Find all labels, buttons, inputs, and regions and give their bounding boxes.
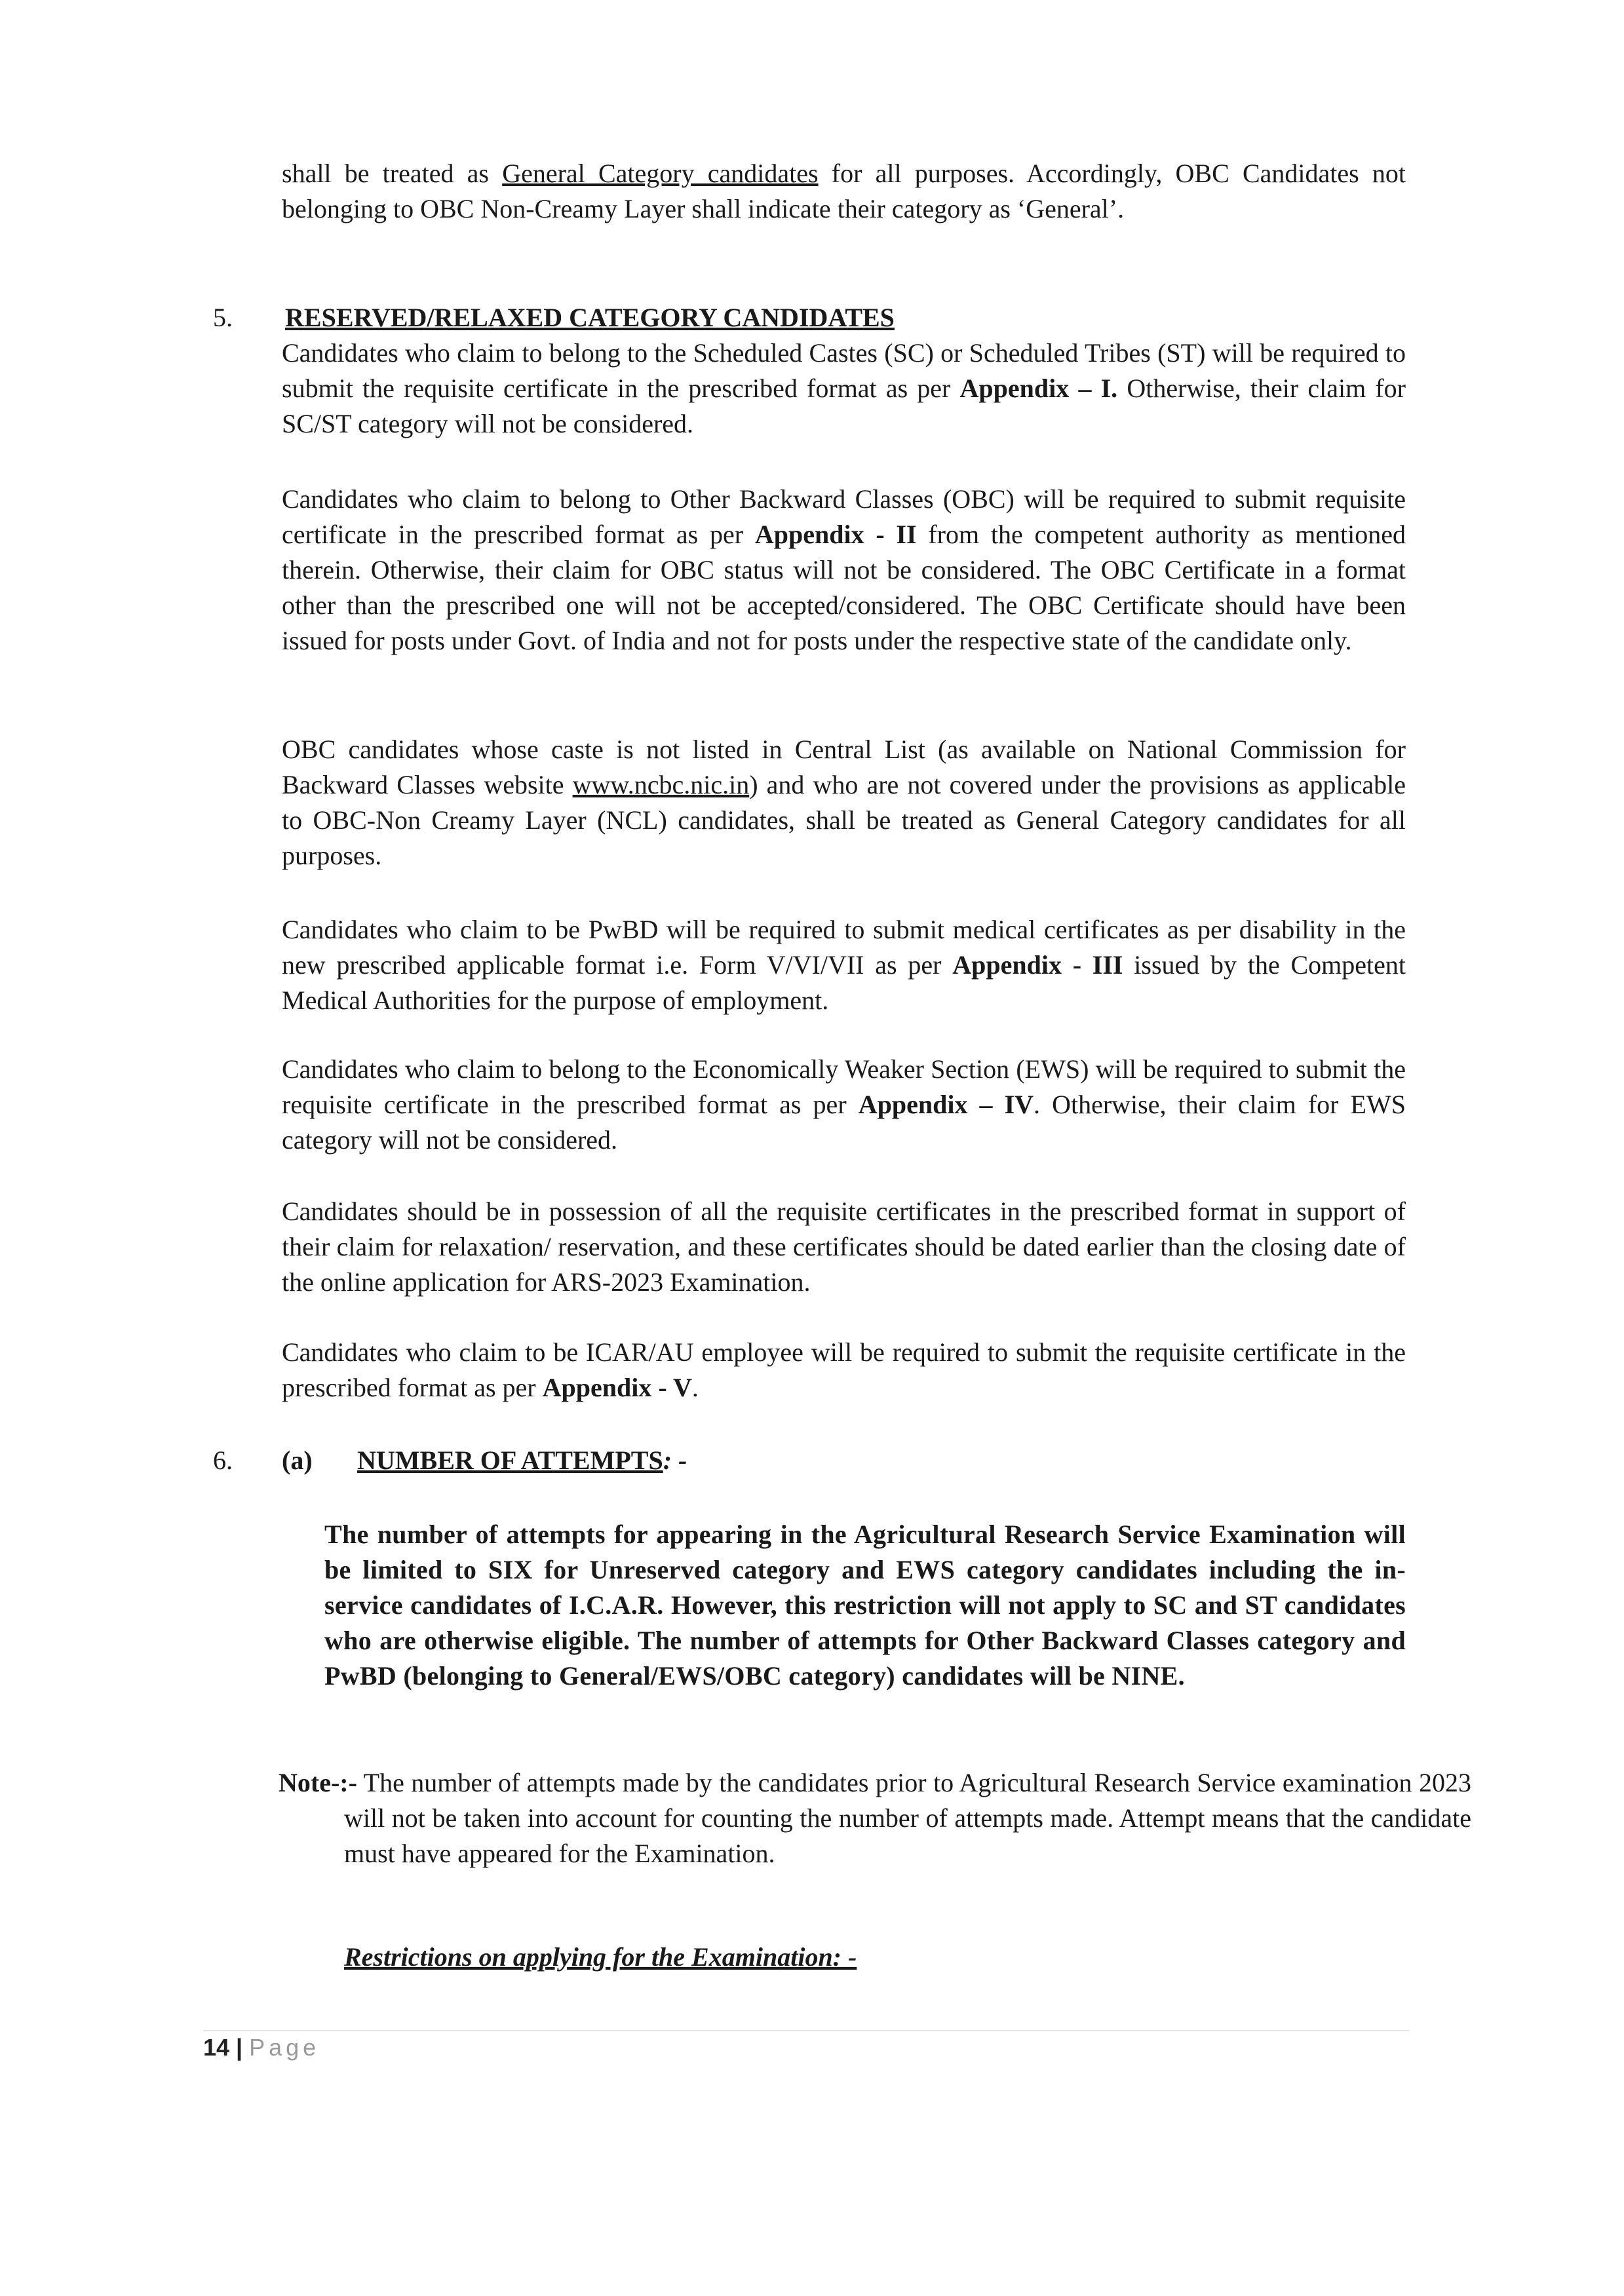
appendix-i-ref: Appendix – I.: [959, 373, 1118, 403]
note-text: The number of attempts made by the candidates prior to Agricultural Research Service examination 2023 will not be taken into account for counting the number of attempts made. Attempt means that the candidate must have appeared for the Examination.: [344, 1768, 1471, 1868]
section-5-heading: RESERVED/RELAXED CATEGORY CANDIDATES: [285, 303, 895, 332]
section-6-heading-wrap: [357, 1443, 687, 1478]
intro-text-post: for all purposes. Accordingly, OBC Candidates not belonging to OBC Non-Creamy Layer shall indicate their category as ‘General’.: [282, 159, 1406, 223]
appendix-iii-ref: Appendix - III: [952, 950, 1123, 980]
page-footer: [203, 2031, 320, 2064]
attempts-rules-paragraph: The number of attempts for appearing in the Agricultural Research Service Examination will be limited to SIX for Unreserved category and EWS category candidates including the in-service candidates of I.C.A.R. However, this restriction will not apply to SC and ST candidates who are otherwise eligible. The number of attempts for Other Backward Classes category and PwBD (belonging to General/EWS/OBC category) candidates will be NINE.: [324, 1520, 1406, 1691]
section-5-paragraph-7: Candidates who claim to be ICAR/AU employee will be required to submit the requisite certificate in the prescribed format as per Appendix - V.: [282, 1337, 1406, 1402]
section-5-paragraph-1: Candidates who claim to belong to the Scheduled Castes (SC) or Scheduled Tribes (ST) will be required to submit the requisite certificate in the prescribed format as per Appendix – I. Otherwise, their claim for SC/ST category will not be considered.: [282, 338, 1406, 438]
note-paragraph: [279, 1765, 1471, 1871]
section-5-paragraph-4: Candidates who claim to be PwBD will be required to submit medical certificates as per disability in the new prescribed applicable format i.e. Form V/VI/VII as per Appendix - III issued by the Competent Medical Authorities for the purpose of employment.: [282, 915, 1406, 1015]
note-label: Note-:-: [279, 1768, 357, 1797]
footer-separator: |: [229, 2034, 250, 2061]
page-number: 14: [203, 2034, 230, 2061]
intro-text-pre: shall be treated as: [282, 159, 503, 188]
page-word: Page: [249, 2034, 320, 2061]
appendix-v-ref: Appendix - V: [542, 1373, 692, 1402]
section-6-heading-suffix: : -: [663, 1445, 687, 1475]
restrictions-heading: Restrictions on applying for the Examination: -: [344, 1942, 857, 1972]
section-5-paragraph-5: Candidates who claim to belong to the Economically Weaker Section (EWS) will be required to submit the requisite certificate in the prescribed format as per Appendix – IV. Otherwise, their claim for EWS category will not be considered.: [282, 1054, 1406, 1155]
appendix-ii-ref: Appendix - II: [754, 520, 917, 549]
intro-paragraph: [282, 156, 1406, 227]
ncbc-website-link: www.ncbc.nic.in: [572, 770, 750, 799]
general-category-link: General Category candidates: [502, 159, 819, 188]
section-5-paragraph-6: Candidates should be in possession of all the requisite certificates in the prescribed format in support of their claim for relaxation/ reservation, and these certificates should be dated earlier than the closing date of the online application for ARS-2023 Examination.: [282, 1196, 1406, 1297]
section-5-number: 5.: [213, 303, 233, 332]
section-6-number: 6.: [213, 1445, 233, 1475]
section-5-paragraph-3: OBC candidates whose caste is not listed in Central List (as available on National Commission for Backward Classes website www.ncbc.nic.in) and who are not covered under the provisions as applicable to OBC-Non Creamy Layer (NCL) candidates, shall be treated as General Category candidates for all purposes.: [282, 735, 1406, 870]
footer-divider: [203, 2030, 1409, 2031]
section-6-subsection-label: (a): [282, 1445, 313, 1475]
appendix-iv-ref: Appendix – IV: [858, 1090, 1034, 1119]
section-6-heading: NUMBER OF ATTEMPTS: [357, 1445, 663, 1475]
section-5-paragraph-2: Candidates who claim to belong to Other Backward Classes (OBC) will be required to submit requisite certificate in the prescribed format as per Appendix - II from the competent authority as mentioned therein. Otherwise, their claim for OBC status will not be considered. The OBC Certificate in a format other than the prescribed one will not be accepted/considered. The OBC Certificate should have been issued for posts under Govt. of India and not for posts under the respective state of the candidate only.: [282, 484, 1406, 655]
